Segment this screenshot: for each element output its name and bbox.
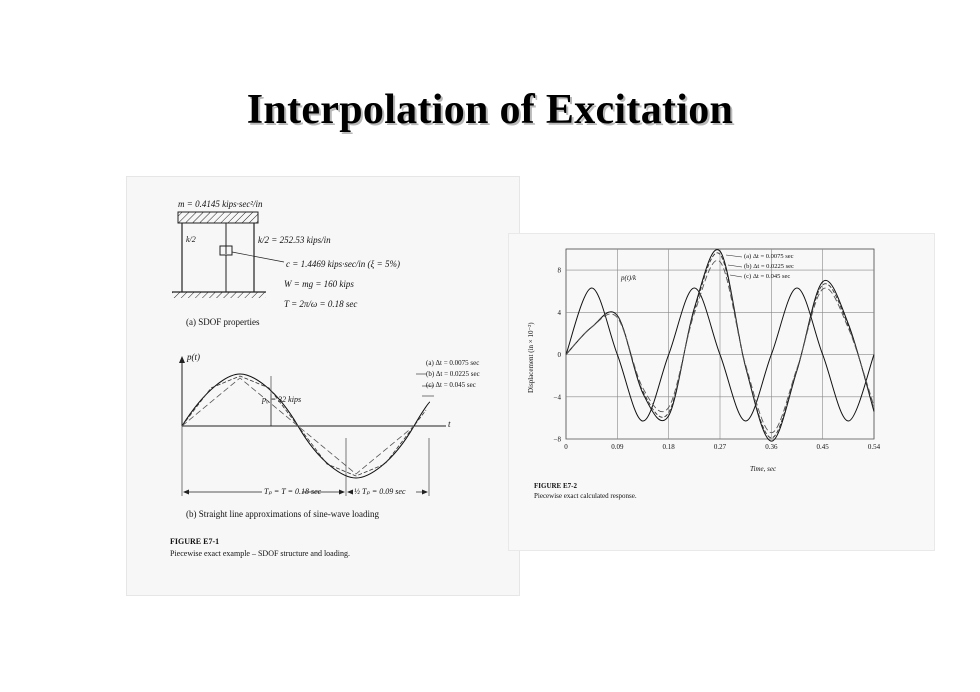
x-tick-label: 0 (564, 443, 568, 451)
figure-e7-1-label: FIGURE E7-1 (170, 537, 220, 546)
y-tick-label: 8 (557, 266, 561, 275)
half-period-label: ½ Tₚ = 0.09 sec (354, 487, 406, 496)
legend-dt-0225: (b) Δt = 0.0225 sec (426, 370, 480, 378)
period-tp-label: Tₚ = T = 0.18 sec (264, 487, 322, 496)
legend-dt-045: (c) Δt = 0.045 sec (426, 381, 476, 389)
x-axis-title: Time, sec (750, 465, 777, 473)
figure-e7-2-caption: Piecewise exact calculated response. (534, 492, 637, 500)
y-tick-label: 0 (557, 351, 561, 360)
figure-e7-1-scan (126, 176, 520, 596)
pk-label: p(t)/k (621, 274, 637, 282)
x-tick-label: 0.18 (662, 443, 675, 451)
x-tick-label: 0.54 (867, 443, 881, 451)
stiffness-label: k/2 = 252.53 kips/in (258, 235, 331, 245)
legend-b: (b) Δt = 0.0225 sec (744, 263, 794, 270)
slide-title: Interpolation of Excitation (246, 87, 734, 133)
legend-leader (728, 265, 742, 267)
amplitude-label: p₀ = 32 kips (262, 395, 302, 404)
x-tick-label: 0.36 (765, 443, 778, 451)
caption-a: (a) SDOF properties (186, 317, 260, 327)
figure-e7-1-caption: Piecewise exact example – SDOF structure and loading. (170, 549, 350, 558)
figure-e7-2-label: FIGURE E7-2 (534, 482, 577, 490)
y-tick-label: −4 (553, 393, 561, 402)
p-axis-label: p(t) (187, 352, 200, 362)
legend-a: (a) Δt = 0.0075 sec (744, 253, 794, 260)
legend-leader (730, 275, 742, 277)
t-axis-label: t (448, 419, 451, 429)
caption-b: (b) Straight line approximations of sine-wave loading (186, 509, 379, 519)
legend-c: (c) Δt = 0.045 sec (744, 273, 791, 280)
y-tick-label: 4 (557, 308, 561, 317)
x-tick-label: 0.09 (611, 443, 624, 451)
mass-label: m = 0.4145 kips·sec²/in (178, 199, 263, 209)
y-tick-label: −8 (553, 435, 561, 444)
weight-label: W = mg = 160 kips (284, 279, 354, 289)
y-axis-title: Displacement (in × 10⁻²) (527, 322, 535, 393)
x-tick-label: 0.27 (713, 443, 727, 451)
legend-dt-0075: (a) Δt = 0.0075 sec (426, 359, 480, 367)
damping-label: c = 1.4469 kips·sec/in (ξ = 5%) (286, 259, 400, 269)
x-tick-label: 0.45 (816, 443, 829, 451)
response-chart (508, 233, 935, 551)
k-half-label: k/2 (186, 235, 196, 244)
legend-leader (726, 255, 742, 257)
figure-e7-2-scan (508, 233, 935, 551)
period-label: T = 2π/ω = 0.18 sec (284, 299, 358, 309)
